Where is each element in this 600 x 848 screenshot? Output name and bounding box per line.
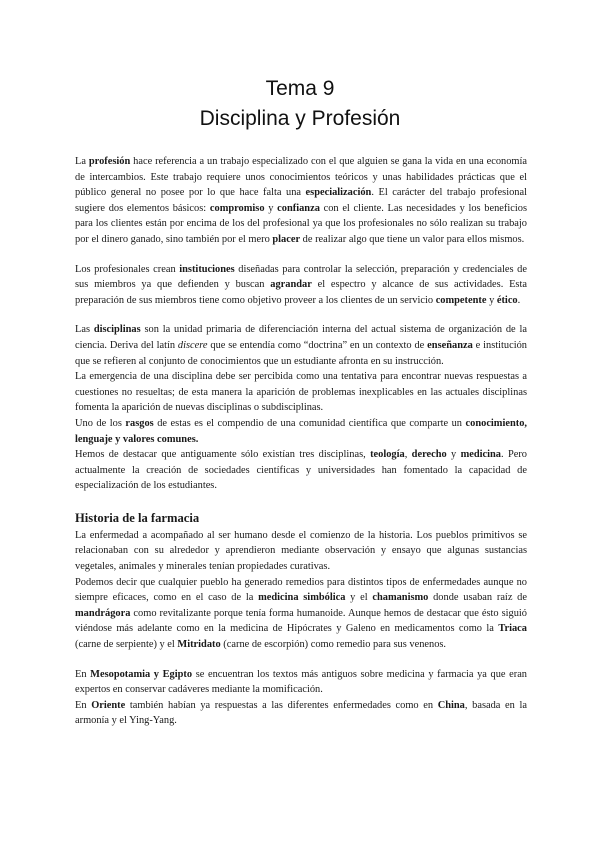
bold-term: medicina xyxy=(460,449,501,461)
paragraph-profesion xyxy=(75,154,527,248)
bold-term: enseñanza xyxy=(427,339,473,351)
text-run: de realizar algo que tiene un valor para ellos mismos. xyxy=(300,233,525,245)
text-run: Hemos de destacar que antiguamente sólo existían tres disciplinas, xyxy=(75,449,371,461)
text-run: y el xyxy=(345,592,373,604)
text-run: y xyxy=(446,449,461,461)
text-run: Los profesionales crean xyxy=(75,263,180,275)
bold-term: ético xyxy=(496,294,518,306)
text-run: el espectro y alcance de sus actividades. Esta preparación de sus miembros tiene como objetivo proveer a los clientes de un servicio xyxy=(75,279,527,306)
paragraph-remedios xyxy=(75,575,527,653)
text-run: La xyxy=(75,156,89,167)
paragraph-instituciones xyxy=(75,262,527,309)
paragraph-mesopotamia xyxy=(75,667,527,698)
text-run: e institución que se refieren al conjunto de conocimientos que un estudiante afronta en su instrucción. xyxy=(75,339,527,367)
text-run: también habían ya respuestas a las diferentes enfermedades como en xyxy=(125,699,438,711)
text-run: y xyxy=(264,202,278,214)
bold-term: mandrágora xyxy=(75,607,131,619)
text-run: de estas es el compendio de una comunidad científica que comparte un xyxy=(153,417,466,429)
text-run: . xyxy=(517,294,521,306)
bold-term: profesión xyxy=(88,156,131,167)
paragraph-tres-disciplinas xyxy=(75,447,527,494)
italic-term: discere xyxy=(177,339,208,351)
bold-term: compromiso xyxy=(209,202,265,214)
paragraph-disciplinas xyxy=(75,322,527,369)
paragraph-emergencia: La emergencia de una disciplina debe ser percibida como una tentativa para encontrar nuevas respuestas a cuestiones no resueltas; de esta manera la aparición de problemas inexplicables en las actuales disciplinas fomenta la aparición de nuevas disciplinas o subdisciplinas. xyxy=(75,371,527,414)
text-run: y xyxy=(486,294,497,306)
text-run: . Pero actualmente la creación de sociedades científicas y universidades han fomentado la capacidad de especialización de los estudiantes. xyxy=(75,449,527,492)
text-run: (carne de serpiente) y el xyxy=(75,639,178,651)
text-run: , basada en la armonía y el Ying-Yang. xyxy=(75,699,528,727)
paragraph-oriente xyxy=(75,698,527,729)
bold-term: Triaca xyxy=(498,623,527,635)
text-run: Las xyxy=(75,324,94,336)
paragraph-rasgos xyxy=(75,416,527,447)
text-run: donde usaban raíz de xyxy=(428,592,527,604)
text-run: son la unidad primaria de diferenciación interna del actual sistema de organización de la ciencia. Deriva del latín xyxy=(75,324,527,351)
text-run: (carne de escorpión) como remedio para sus venenos. xyxy=(220,639,447,651)
bold-term: competente xyxy=(435,294,487,306)
bold-term: especialización xyxy=(305,187,372,199)
paragraph-enfermedad: La enfermedad a acompañado al ser humano desde el comienzo de la historia. Los pueblos primitivos se relacionaban con su alrededor y aprendieron mediante observación y ensayo que algunas sustancias vegetales, animales y minerales tenían propiedades curativas. xyxy=(75,529,527,573)
text-run: En xyxy=(75,699,92,711)
text-run: como revitalizante porque tenía forma humanoide. Aunque hemos de destacar que ésto siguió viéndose más adelante como en la medicina de Hipócrates y Galeno en medicamentos como la xyxy=(75,607,527,635)
page-title: Disciplina y Profesión xyxy=(199,107,401,130)
text-run: , xyxy=(404,449,412,461)
bold-term: rasgos xyxy=(125,417,154,429)
bold-term: chamanismo xyxy=(372,592,429,604)
bold-term: instituciones xyxy=(179,263,235,275)
text-run: con el cliente. Las necesidades y los beneficios para los clientes están por encima de los del profesional ya que los profesionales no sólo realizan su trabajo por el dinero ganado, sino también por el mero xyxy=(75,202,528,245)
text-run: hace referencia a un trabajo especializado con el que alguien se gana la vida en una economía de intercambios. Este trabajo requiere unos conocimientos teóricos y unas habilidades prácticas que el público general no posee por lo que hace falta una xyxy=(75,156,527,199)
bold-term: confianza xyxy=(277,202,320,214)
text-run: que se entendía como “doctrina” en un contexto de xyxy=(207,339,428,351)
document-body xyxy=(75,154,527,729)
page-title-topic: Tema 9 xyxy=(265,77,335,100)
bold-term: medicina simbólica xyxy=(258,592,346,604)
text-run: Podemos decir que cualquier pueblo ha generado remedios para distintos tipos de enfermedades aunque no siempre eficaces, como en el caso de la xyxy=(75,576,527,604)
bold-term: disciplinas xyxy=(93,324,141,336)
bold-term: Mitridato xyxy=(177,639,221,651)
bold-term: placer xyxy=(272,233,301,245)
text-run: . El carácter del trabajo profesional sugiere dos elementos básicos: xyxy=(75,187,527,214)
text-run: diseñadas para controlar la selección, preparación y credenciales de sus miembros ya que defienden y buscan xyxy=(75,263,527,291)
section-heading: Historia de la farmacia xyxy=(75,510,200,525)
bold-term: derecho xyxy=(411,449,447,461)
text-run: se encuentran los textos más antiguos sobre medicina y farmacia ya que eran expertos en conservar cadáveres mediante la momificación. xyxy=(75,668,527,696)
bold-term: teología xyxy=(370,449,405,461)
text-run: En xyxy=(75,668,91,680)
text-run: Uno de los xyxy=(75,417,126,429)
bold-term: Mesopotamia y Egipto xyxy=(90,668,193,680)
bold-term: Oriente xyxy=(91,699,126,711)
bold-term: agrandar xyxy=(270,279,312,291)
bold-term: China xyxy=(437,699,465,711)
bold-term: conocimiento, lenguaje y valores comunes. xyxy=(75,417,527,445)
